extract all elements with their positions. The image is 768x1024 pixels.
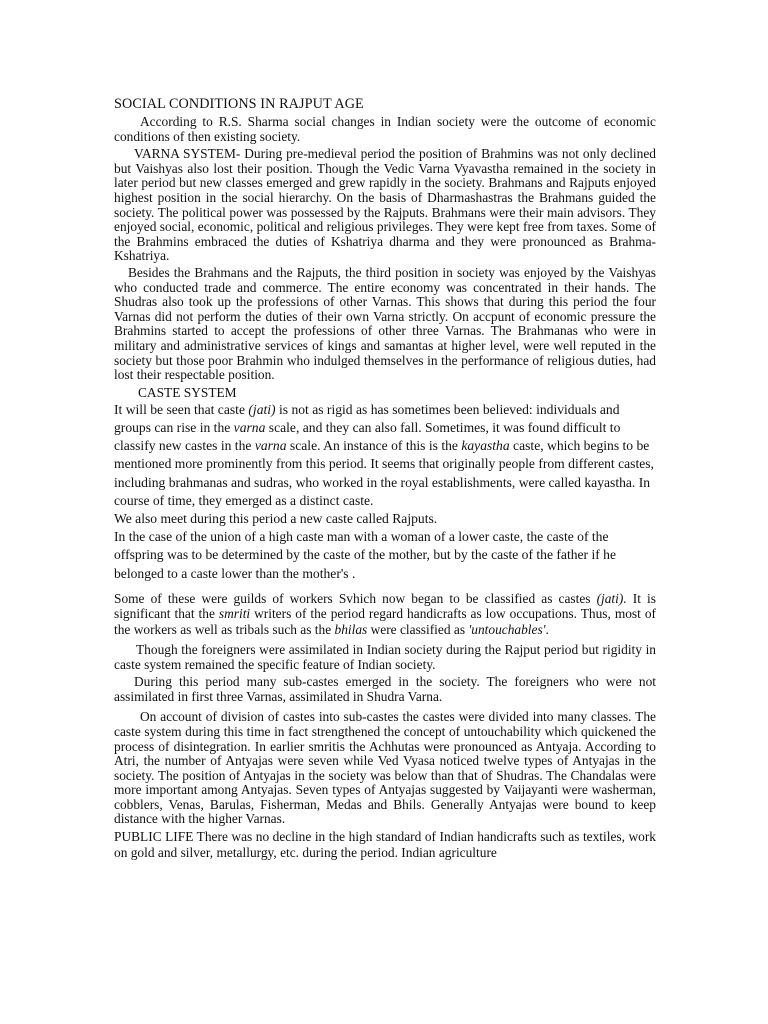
document-title: SOCIAL CONDITIONS IN RAJPUT AGE xyxy=(114,96,364,112)
union-paragraph: In the case of the union of a high caste man with a woman of a lower caste, the caste of the offspring was to be determined by the caste of the mother, but by the caste of the father if he belonged to a caste lower than the mother's . xyxy=(114,529,617,581)
caste-system-heading: CASTE SYSTEM xyxy=(138,384,237,400)
intro-paragraph: According to R.S. Sharma social changes in Indian society were the outcome of economic conditions of then existing society. xyxy=(114,114,656,144)
guilds-paragraph: Some of these were guilds of workers Svhich now began to be classified as castes (jati). It is significant that the smriti writers of the period regard handicrafts as low occupations. Thus, most of the workers as well as tribals such as the bhilas were classified as 'untouchables'. xyxy=(114,590,656,637)
subcastes-paragraph: During this period many sub-castes emerged in the society. The foreigners who were not assimilated in first three Varnas, assimilated in Shudra Varna. xyxy=(114,674,656,704)
besides-brahmans-paragraph: Besides the Brahmans and the Rajputs, the third position in society was enjoyed by the Vaishyas who conducted trade and commerce. The entire economy was concentrated in their hands. The Shudras also took up the professions of other Varnas. This shows that during this period the four Varnas did not perform the duties of their own Varna strictly. On accpunt of economic pressure the Brahmins started to accept the professions of other three Varnas. The Brahmanas who were in military and administrative services of kings and samantas at higher level, were well reputed in the society but those poor Brahmin who indulged themselves in the performance of religious duties, had lost their respectable position. xyxy=(114,264,656,383)
division-paragraph: On account of division of castes into sub-castes the castes were divided into many classes. The caste system during this time in fact strengthened the concept of untouchability which quickened the process of disintegration. In earlier smritis the Achhutas were pronounced as Antyaja. According to Atri, the number of Antyajas were seven while Ved Vyasa noticed twelve types of Antyajas in the society. The position of Antyajas in the society was below than that of Shudras. The Chandalas were more important among Antyajas. Seven types of Antyajas suggested by Vaijayanti were washerman, cobblers, Venas, Barulas, Fisherman, Medas and Bhils. Generally Antyajas were bound to keep distance with the higher Varnas. xyxy=(114,709,656,827)
varna-system-paragraph: VARNA SYSTEM- During pre-medieval period the position of Brahmins was not only declined but Vaishyas also lost their position. Though the Vedic Varna Vyavastha remained in the society in later period but new classes emerged and grew rapidly in the society. Brahmans and Rajputs enjoyed highest position in the social hierarchy. On the basis of Dharmashastras the Brahmans guided the society. The political power was possessed by the Rajputs. Brahmans were their main advisors. They enjoyed social, economic, political and religious privileges. They were kept free from taxes. Some of the Brahmins embraced the duties of Kshatriya dharma and they were pronounced as Brahma-Kshatriya. xyxy=(114,146,656,264)
public-life-paragraph: PUBLIC LIFE There was no decline in the high standard of Indian handicrafts such as textiles, work on gold and silver, metallurgy, etc. during the period. Indian agriculture xyxy=(114,829,656,860)
caste-paragraph: It will be seen that caste (jati) is not as rigid as has sometimes been believed: individuals and groups can rise in the varna scale, and they can also fall. Sometimes, it was found difficult to classify new castes in the varna scale. An instance of this is the kayastha caste, which begins to be mentioned more prominently from this period. It seems that originally people from different castes, including brahmanas and sudras, who worked in the royal establishments, were called kayastha. In course of time, they emerged as a distinct caste. xyxy=(114,401,654,508)
rajputs-line: We also meet during this period a new caste called Rajputs. xyxy=(114,510,438,526)
foreigners-paragraph: Though the foreigners were assimilated in Indian society during the Rajput period but rigidity in caste system remained the specific feature of Indian society. xyxy=(114,641,656,672)
document-page xyxy=(114,96,656,860)
